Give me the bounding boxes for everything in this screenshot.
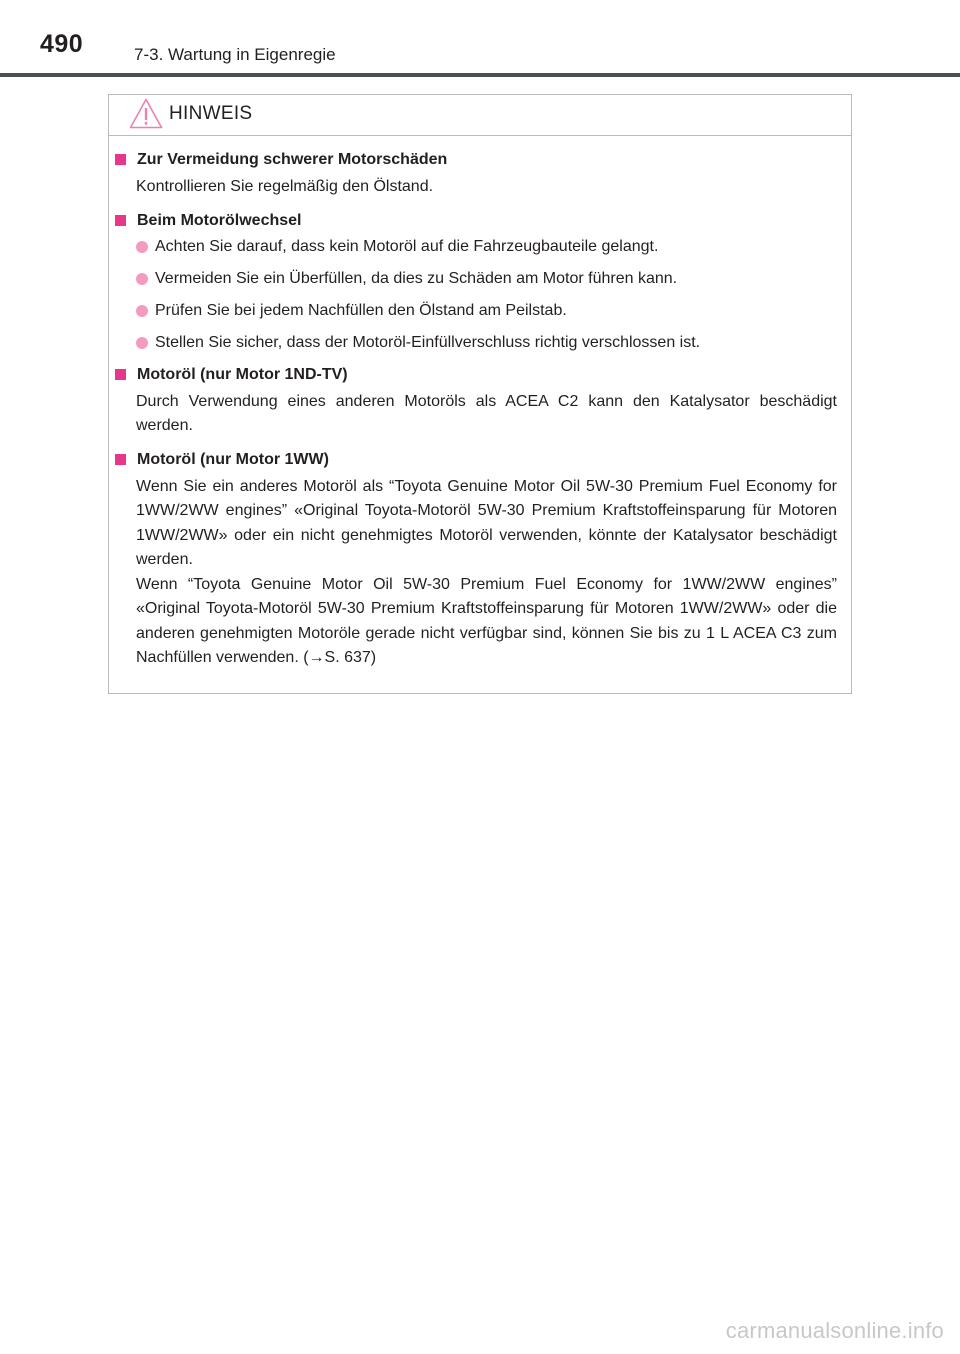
section-text: Kontrollieren Sie regelmäßig den Ölstand.: [136, 178, 434, 195]
square-bullet-icon: [115, 154, 126, 165]
section-text: Wenn Sie ein anderes Motoröl als “Toyota Genuine Motor Oil 5W-30 Premium Fuel Economy for 1WW/2WW engines” «Original Toyota-Motoröl 5W-30 Premium Kraftstoffeinsparung für Motoren 1WW/2WW» oder ein nicht genehmigtes Motoröl verwenden, könnte der Katalysator beschädigt werden. Wenn “Toyota Genuine Motor Oil 5W-30 Premium Fuel Economy for 1WW/2WW engines” «Original Toyota-Motoröl 5W-30 Premium Kraftstoffeinsparung für Motoren 1WW/2WW» oder die anderen genehmigten Motoröle gerade nicht verfügbar sind, können Sie bis zu 1 L ACEA C3 zum Nachfüllen verwenden. (→S. 637): [136, 477, 837, 666]
header-rule: [0, 73, 960, 77]
notice-box: [108, 94, 852, 694]
page-header: [0, 0, 960, 80]
list-item: Vermeiden Sie ein Überfüllen, da dies zu Schäden am Motor führen kann.: [136, 268, 837, 290]
section-text: Durch Verwendung eines anderen Motoröls als ACEA C2 kann den Katalysator beschädigt werden.: [136, 392, 837, 434]
square-bullet-icon: [115, 454, 126, 465]
section-heading-oil-1ww: Motoröl (nur Motor 1WW): [109, 449, 851, 471]
list-item: Prüfen Sie bei jedem Nachfüllen den Ölstand am Peilstab.: [136, 300, 837, 322]
list-item: Achten Sie darauf, dass kein Motoröl auf die Fahrzeugbauteile gelangt.: [136, 236, 837, 258]
circle-bullet-icon: [136, 337, 148, 349]
square-bullet-icon: [115, 215, 126, 226]
notice-content: [109, 149, 851, 671]
circle-bullet-icon: [136, 241, 148, 253]
section-heading-engine-damage: Zur Vermeidung schwerer Motorschäden: [109, 149, 851, 171]
section-heading-oil-1nd-tv: Motoröl (nur Motor 1ND-TV): [109, 364, 851, 386]
section-title: 7-3. Wartung in Eigenregie: [134, 45, 336, 64]
circle-bullet-icon: [136, 273, 148, 285]
square-bullet-icon: [115, 369, 126, 380]
warning-triangle-icon: [129, 98, 163, 129]
notice-header: [109, 95, 851, 136]
page-number: 490: [40, 30, 84, 58]
circle-bullet-icon: [136, 305, 148, 317]
list-item: Stellen Sie sicher, dass der Motoröl-Einfüllverschluss richtig verschlossen ist.: [136, 332, 837, 354]
watermark: carmanualsonline.info: [725, 1318, 944, 1343]
section-heading-oil-change: Beim Motorölwechsel: [109, 210, 851, 232]
notice-title: HINWEIS: [169, 103, 253, 124]
